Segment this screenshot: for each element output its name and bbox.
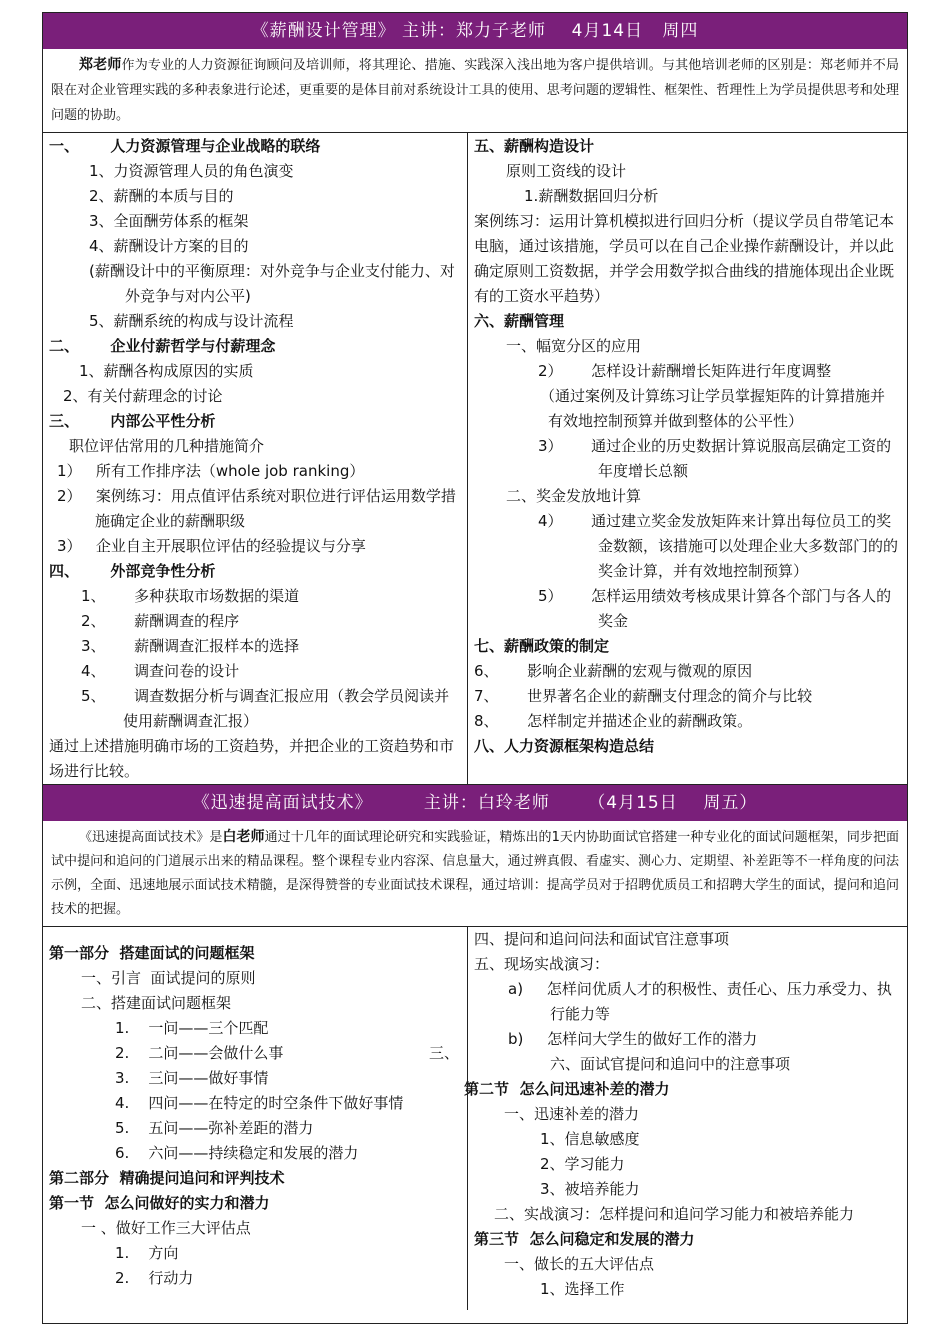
outline-heading: 四、 外部竞争性分析 xyxy=(49,562,216,580)
outline-item: 1） 所有工作排序法（whole job ranking） xyxy=(57,462,365,480)
outline-item: 一、迅速补差的潜力 xyxy=(504,1105,640,1123)
outline-item: 一、做长的五大评估点 xyxy=(504,1255,655,1273)
outline-item: 五、现场实战演习： xyxy=(474,955,610,973)
outline-item: b) 怎样问大学生的做好工作的潜力 xyxy=(508,1030,758,1048)
outline-item: 二、奖金发放地计算 xyxy=(506,487,642,505)
outline-summary: 通过上述措施明确市场的工资趋势，并把企业的工资趋势和市场进行比较。 xyxy=(49,737,455,780)
outline-item: 2、有关付薪理念的讨论 xyxy=(63,387,223,405)
course2-teacher-name: 白老师 xyxy=(222,829,265,845)
course2-intro-pre: 《迅速提高面试技术》是 xyxy=(79,830,223,845)
outline-heading: 一、 人力资源管理与企业战略的联络 xyxy=(49,137,321,155)
outline-heading: 第一部分 搭建面试的问题框架 xyxy=(49,944,255,962)
outline-item: 1、 多种获取市场数据的渠道 xyxy=(81,587,300,605)
outline-item: 2、学习能力 xyxy=(540,1155,625,1173)
outline-item: 二、实战演习：怎样提问和追问学习能力和被培养能力 xyxy=(494,1205,855,1223)
outline-item: 1. 方向 xyxy=(115,1244,179,1262)
outline-item: 六、面试官提问和追问中的注意事项 xyxy=(550,1055,791,1073)
outline-item: 5） 怎样运用绩效考核成果计算各个部门与各人的奖金 xyxy=(538,587,892,630)
outline-heading: 第二部分 精确提问追问和评判技术 xyxy=(49,1169,285,1187)
outline-item: 2） 怎样设计薪酬增长矩阵进行年度调整 xyxy=(538,362,832,380)
outline-item: 4） 通过建立奖金发放矩阵来计算出每位员工的奖金数额，该措施可以处理企业大多数部门的的奖金计算，并有效地控制预算） xyxy=(538,512,899,580)
course2-intro xyxy=(43,821,907,927)
outline-item: 原则工资线的设计 xyxy=(506,162,627,180)
outline-item: 1、薪酬各构成原因的实质 xyxy=(79,362,254,380)
outline-item: （通过案例及计算练习让学员掌握矩阵的计算措施并有效地控制预算并做到整体的公平性） xyxy=(540,387,886,430)
outline-item: 1. 一问——三个匹配 xyxy=(115,1019,269,1037)
outline-item: (薪酬设计中的平衡原理：对外竞争与企业支付能力、对外竞争与对内公平) xyxy=(89,262,455,305)
outline-item: 案例练习：运用计算机模拟进行回归分析（提议学员自带笔记本电脑，通过该措施，学员可以在自己企业操作薪酬设计，并以此确定原则工资数据，并学会用数学拟合曲线的措施体现出企业既有的工资水平趋势） xyxy=(474,212,895,305)
outline-item: 7、 世界著名企业的薪酬支付理念的简介与比较 xyxy=(474,687,813,705)
outline-heading: 二、 企业付薪哲学与付薪理念 xyxy=(49,337,276,355)
course1-title-bar xyxy=(43,13,907,49)
outline-item: 二、搭建面试问题框架 xyxy=(81,994,232,1012)
course1-intro xyxy=(43,49,907,133)
outline-item: 4、薪酬设计方案的目的 xyxy=(89,237,249,255)
outline-item: 一、引言 面试提问的原则 xyxy=(81,969,256,987)
outline-heading: 五、薪酬构造设计 xyxy=(474,137,595,155)
outline-item: 1.薪酬数据回归分析 xyxy=(524,187,659,205)
outline-item: 6、 影响企业薪酬的宏观与微观的原因 xyxy=(474,662,753,680)
course1-right-column xyxy=(468,133,907,784)
course2-left-column xyxy=(43,927,468,1310)
course1-teacher-name: 郑老师 xyxy=(79,57,122,73)
outline-item: 8、 怎样制定并描述企业的薪酬政策。 xyxy=(474,712,753,730)
outline-item: a) 怎样问优质人才的积极性、责任心、压力承受力、执行能力等 xyxy=(508,980,892,1023)
outline-item: 3. 三问——做好事情 xyxy=(115,1069,269,1087)
outline-item: 6. 六问——持续稳定和发展的潜力 xyxy=(115,1144,359,1162)
outline-item: 3、 薪酬调查汇报样本的选择 xyxy=(81,637,300,655)
outline-item: 3） 通过企业的历史数据计算说服高层确定工资的年度增长总额 xyxy=(538,437,892,480)
outline-heading: 第三节 怎么问稳定和发展的潜力 xyxy=(474,1230,695,1248)
outline-item: 2. 行动力 xyxy=(115,1269,194,1287)
outline-item: 5、薪酬系统的构成与设计流程 xyxy=(89,312,294,330)
outline-item: 一 、做好工作三大评估点 xyxy=(81,1219,251,1237)
course1-intro-text: 作为专业的人力资源征询顾问及培训师，将其理论、措施、实践深入浅出地为客户提供培训。与其他培训老师的区别是：郑老师并不局限在对企业管理实践的多种表象进行论述，更重要的是体目前对系统设计工具的使用、思考问题的逻辑性、框架性、哲理性上为学员提供思考和处理问题的协助。 xyxy=(51,58,899,123)
outline-heading: 六、薪酬管理 xyxy=(474,312,565,330)
course1-title: 《薪酬设计管理》 主讲：郑力子老师 4月14日 周四 xyxy=(251,21,699,41)
outline-item: 4、 调查问卷的设计 xyxy=(81,662,240,680)
document-page xyxy=(42,12,908,1324)
outline-item: 2、 薪酬调查的程序 xyxy=(81,612,240,630)
outline-heading: 第一节 怎么问做好的实力和潜力 xyxy=(49,1194,270,1212)
outline-item: 2、薪酬的本质与目的 xyxy=(89,187,234,205)
outline-item: 2） 案例练习：用点值评估系统对职位进行评估运用数学措施确定企业的薪酬职级 xyxy=(57,487,456,530)
course2-title-bar xyxy=(43,785,907,821)
course2-right-column xyxy=(464,927,907,1310)
outline-heading: 三、 内部公平性分析 xyxy=(49,412,216,430)
outline-item: 3、全面酬劳体系的框架 xyxy=(89,212,249,230)
outline-heading: 第二节 怎么问迅速补差的潜力 xyxy=(464,1080,670,1098)
outline-heading: 七、薪酬政策的制定 xyxy=(474,637,610,655)
course2-intro-text: 通过十几年的面试理论研究和实践验证，精炼出的1天内协助面试官搭建一种专业化的面试问题框架，同步把面试中提问和追问的门道展示出来的精品课程。整个课程专业内容深、信息量大，通过辨真假、看虚实、测心力、定期望、补差距等不一样角度的问法示例，全面、迅速地展示面试技术精髓，是深得赞誉的专业面试技术课程，通过培训：提高学员对于招聘优质员工和招聘大学生的面试，提问和追问技术的把握。 xyxy=(51,830,899,917)
outline-item: 1、力资源管理人员的角色演变 xyxy=(89,162,294,180)
outline-item: 5. 五问——弥补差距的潜力 xyxy=(115,1119,314,1137)
course1-outline xyxy=(43,133,907,785)
outline-item: 4. 四问——在特定的时空条件下做好事情 xyxy=(115,1094,404,1112)
course2-title: 《迅速提高面试技术》 主讲：白玲老师 （4月15日 周五） xyxy=(192,793,758,813)
outline-item: 四、提问和追问问法和面试官注意事项 xyxy=(474,930,730,948)
stray-number: 三、 xyxy=(429,1044,460,1062)
outline-item: 3） 企业自主开展职位评估的经验提议与分享 xyxy=(57,537,366,555)
course2-outline xyxy=(43,927,907,1310)
outline-item: 职位评估常用的几种措施简介 xyxy=(69,437,265,455)
outline-item: 1、信息敏感度 xyxy=(540,1130,640,1148)
outline-item: 3、被培养能力 xyxy=(540,1180,640,1198)
outline-item: 2. 二问——会做什么事 xyxy=(115,1044,284,1062)
outline-heading: 八、人力资源框架构造总结 xyxy=(474,737,655,755)
outline-item: 一、幅宽分区的应用 xyxy=(506,337,642,355)
outline-item: 1、选择工作 xyxy=(540,1280,625,1298)
outline-item: 5、 调查数据分析与调查汇报应用（教会学员阅读并使用薪酬调查汇报） xyxy=(81,687,450,730)
course1-left-column xyxy=(43,133,468,784)
